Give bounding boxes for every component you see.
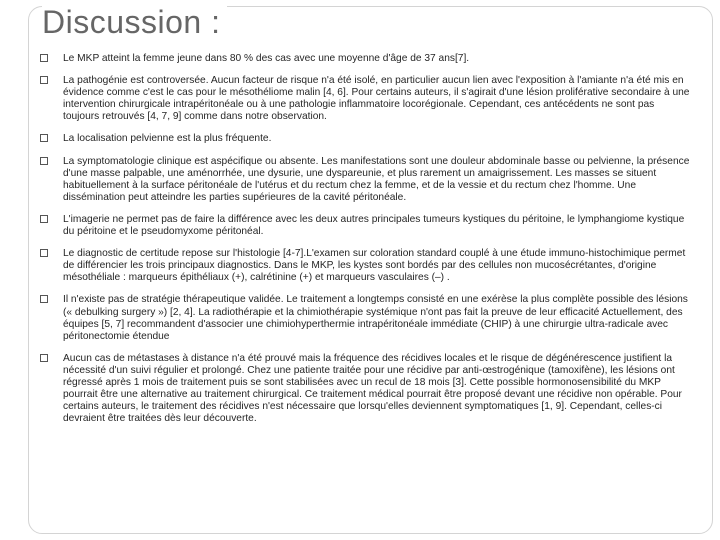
bullet-text: Le diagnostic de certitude repose sur l'histologie [4-7].L'examen sur coloration standard couplé à une étude immuno-histochimique permet de différencier les trois principaux diagnostics. Dans le MKP, les kystes sont bordés par des cellules non mucosécrétantes, d'origine mésothéliale : marqueurs épithéliaux (+), calrétinine (+) et marqueurs vasculaires (–) .	[63, 248, 686, 284]
checkbox-bullet-icon	[40, 215, 48, 223]
bullet-item	[40, 353, 692, 426]
bullet-item	[40, 248, 692, 284]
bullet-item	[40, 156, 692, 204]
bullet-item	[40, 53, 692, 65]
bullet-text: L'imagerie ne permet pas de faire la différence avec les deux autres principales tumeurs kystiques du péritoine, le lymphangiome kystique du péritoine et le pseudomyxome péritonéal.	[63, 213, 685, 238]
bullet-item	[40, 75, 692, 123]
checkbox-bullet-icon	[40, 54, 48, 62]
slide-title: Discussion :	[42, 2, 227, 42]
bullet-item	[40, 294, 692, 342]
bullet-item	[40, 133, 692, 145]
checkbox-bullet-icon	[40, 134, 48, 142]
bullet-item	[40, 214, 692, 238]
checkbox-bullet-icon	[40, 354, 48, 362]
bullet-list	[40, 53, 692, 425]
checkbox-bullet-icon	[40, 157, 48, 165]
checkbox-bullet-icon	[40, 295, 48, 303]
checkbox-bullet-icon	[40, 249, 48, 257]
bullet-text: La localisation pelvienne est la plus fréquente.	[63, 133, 272, 145]
checkbox-bullet-icon	[40, 76, 48, 84]
bullet-text: Le MKP atteint la femme jeune dans 80 % des cas avec une moyenne d'âge de 37 ans[7].	[63, 53, 470, 64]
bullet-text: Il n'existe pas de stratégie thérapeutique validée. Le traitement a longtemps consisté en une exérèse la plus complète possible des lésions (« debulking surgery ») [2, 4]. La radiothérapie et la chimiothérapie systémique n'ont pas fait la preuve de leur efficacité Actuellement, des équipes [5, 7] recommandent d'associer une chimiohyperthermie intrapéritonéale immédiate (CHIP) à une chirurgie ultra-radicale avec péritonectomie étendue	[63, 294, 688, 342]
bullet-text: Aucun cas de métastases à distance n'a été prouvé mais la fréquence des récidives locales et le risque de dégénérescence justifient la nécessité d'un suivi régulier et prolongé. Chez une patiente traitée pour une récidive par anti-œstrogénique (tamoxifène), les lésions ont régressé après 1 mois de traitement puis se sont stabilisées avec un recul de 18 mois [3]. Cette possible hormonosensibilité du MKP pourrait être une alternative au traitement chirurgical. Ce traitement médical pourrait être proposé devant une récidive non opérable. Pour certains auteurs, le traitement des récidives n'est nécessaire que lorsqu'elles deviennent symptomatiques [1, 9]. Cependant, celles-ci devraient être traitées dès leur découverte.	[63, 352, 682, 425]
bullet-text: La symptomatologie clinique est aspécifique ou absente. Les manifestations sont une douleur abdominale basse ou pelvienne, la présence d'une masse palpable, une aménorrhée, une dysurie, une dyspareunie, et plus rarement un amaigrissement. Les masses se situent habituellement à la surface péritonéale de l'utérus et du rectum chez la femme, et de la vessie et du rectum chez l'homme. Une dissémination peut atteindre les parties supérieures de la cavité péritonéale.	[63, 155, 690, 203]
bullet-text: La pathogénie est controversée. Aucun facteur de risque n'a été isolé, en particulier aucun lien avec l'exposition à l'amiante n'a été mis en évidence comme c'est le cas pour le mésothéliome malin [4, 6]. Pour certains auteurs, il s'agirait d'une lésion proliférative secondaire à une intervention chirurgicale intrapéritonéale ou à une pathologie inflammatoire locorégionale. Cependant, ces antécédents ne sont pas toujours retrouvés [4, 7, 9] comme dans notre observation.	[63, 75, 690, 123]
